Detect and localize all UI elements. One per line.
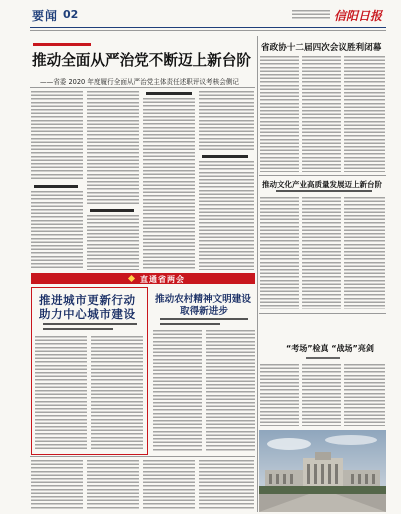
page-number: 02 — [63, 8, 79, 21]
banner-label: 直通省两会 — [140, 275, 185, 284]
right-article2-subtitle — [276, 190, 372, 192]
boxed-article-body-text — [35, 336, 87, 450]
building-photo — [259, 430, 386, 512]
section-title: 要闻 — [32, 9, 59, 23]
lead-body-text — [87, 215, 139, 270]
boxed-article-headline: 助力中心城市建设 — [39, 307, 136, 321]
lead-subhead — [202, 155, 248, 158]
lead-body-text — [199, 161, 254, 270]
center-article-body-text — [206, 330, 255, 452]
bottom-divider — [30, 456, 255, 457]
center-article-body-text — [153, 330, 202, 452]
column-separator — [257, 36, 258, 512]
center-article-subtitle — [160, 318, 248, 320]
right-article1-body-text — [344, 56, 385, 172]
right-article3-headline: “考场”检真 “战场”亮剑 — [286, 344, 374, 353]
bottom-body-text — [31, 460, 83, 510]
masthead-rule — [30, 27, 386, 28]
right-article1-body-text — [302, 56, 341, 172]
boxed-article-subtitle — [43, 328, 113, 330]
bottom-body-text — [143, 460, 195, 510]
lead-divider — [30, 87, 255, 88]
lead-body-text — [87, 91, 139, 206]
masthead-rule-thin — [30, 30, 386, 31]
bottom-body-text — [87, 460, 139, 510]
lead-body-text — [143, 98, 195, 270]
right-article1-headline: 省政协十二届四次会议胜利闭幕 — [261, 43, 382, 53]
right-article1-body-text — [260, 56, 299, 172]
right-article3-body-text — [344, 364, 385, 426]
newspaper-logo: 信阳日报 — [334, 9, 383, 23]
lead-tag — [33, 43, 91, 46]
boxed-article-subtitle — [43, 323, 137, 325]
lead-body-text — [31, 91, 83, 181]
boxed-article-body-text — [91, 336, 143, 450]
lead-subhead — [34, 185, 78, 188]
center-article-subtitle — [160, 323, 220, 325]
lead-subhead — [146, 92, 192, 95]
right-divider — [259, 175, 386, 176]
bottom-body-text — [199, 460, 254, 510]
right-article2-body-text — [344, 197, 385, 309]
right-article2-body-text — [302, 197, 341, 309]
right-article3-body-text — [260, 364, 299, 426]
lead-subhead — [90, 209, 134, 212]
right-article3-body-text — [302, 364, 341, 426]
right-article2-headline: 推动文化产业高质量发展迈上新台阶 — [262, 180, 382, 189]
date-line — [292, 10, 330, 21]
lead-body-text — [199, 91, 254, 151]
lead-subheadline: ——省委 2020 年度履行全面从严治党主体责任述职评议考核会侧记 — [40, 78, 240, 86]
boxed-article-headline: 推进城市更新行动 — [39, 293, 136, 307]
right-article2-body-text — [260, 197, 299, 309]
lead-headline: 推动全面从严治党不断迈上新台阶 — [32, 52, 251, 69]
right-article3-byline — [306, 357, 340, 359]
lead-body-text — [31, 191, 83, 270]
right-divider — [259, 313, 386, 314]
center-article-headline: 取得新进步 — [180, 306, 228, 317]
center-article-headline: 推动农村精神文明建设 — [155, 294, 251, 305]
